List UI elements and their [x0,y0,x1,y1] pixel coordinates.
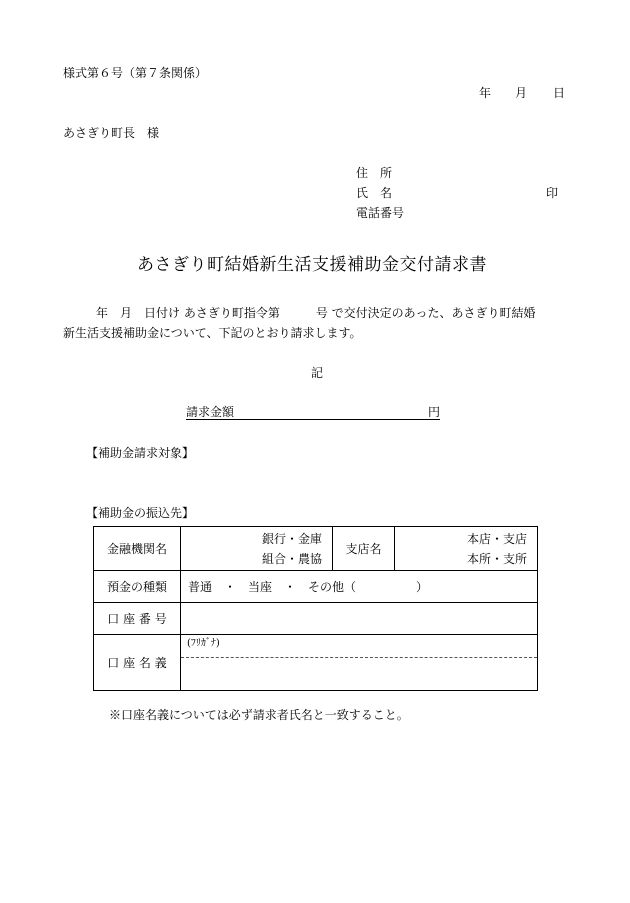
account-name-label: 口 座 名 義 [94,635,181,691]
branch-cell[interactable] [395,527,538,571]
seal-mark: 印 [546,186,559,200]
addressee: あさぎり町長 様 [63,126,160,140]
note: ※口座名義については必ず請求者氏名と一致すること。 [109,708,409,722]
branch-types-1: 本店・支店 [466,531,527,546]
bank-types-1: 銀行・金庫 [261,531,322,546]
branch-label: 支店名 [333,527,395,571]
name-label: 氏 名 [356,186,393,200]
body-line-1: 年 月 日付け あさぎり町指令第 号 で交付決定のあった、あさぎり町結婚 [96,306,536,320]
account-name-row [94,635,538,691]
transfer-heading: 【補助金の振込先】 [86,506,195,520]
deposit-row [94,571,538,603]
account-number-label: 口 座 番 号 [94,603,181,635]
date-day: 日 [553,86,566,100]
date-month: 月 [515,86,528,100]
institution-label: 金融機関名 [94,527,181,571]
amount-unit: 円 [427,405,440,419]
document-title: あさぎり町結婚新生活支援補助金交付請求書 [137,255,487,275]
branch-types-2: 本所・支所 [466,551,527,566]
furigana-label: (ﾌﾘｶﾞﾅ) [181,635,537,658]
account-number-cell[interactable] [181,603,538,635]
address-label: 住 所 [356,166,393,180]
account-number-row [94,603,538,635]
phone-label: 電話番号 [356,206,405,220]
deposit-options[interactable]: 普通 ・ 当座 ・ その他（ ） [181,571,538,603]
target-heading: 【補助金請求対象】 [86,446,195,460]
amount-label: 請求金額 [186,405,235,419]
institution-cell[interactable] [181,527,333,571]
bank-table [93,526,538,691]
form-number: 様式第６号（第７条関係） [63,66,208,80]
bank-types-2: 組合・農協 [261,551,322,566]
ki-heading: 記 [311,366,324,380]
account-name-cell[interactable] [181,635,538,691]
amount-line [186,405,440,420]
body-line-2: 新生活支援補助金について、下記のとおり請求します。 [63,326,362,340]
institution-row [94,527,538,571]
date-year: 年 [479,86,492,100]
deposit-type-label: 預金の種類 [94,571,181,603]
